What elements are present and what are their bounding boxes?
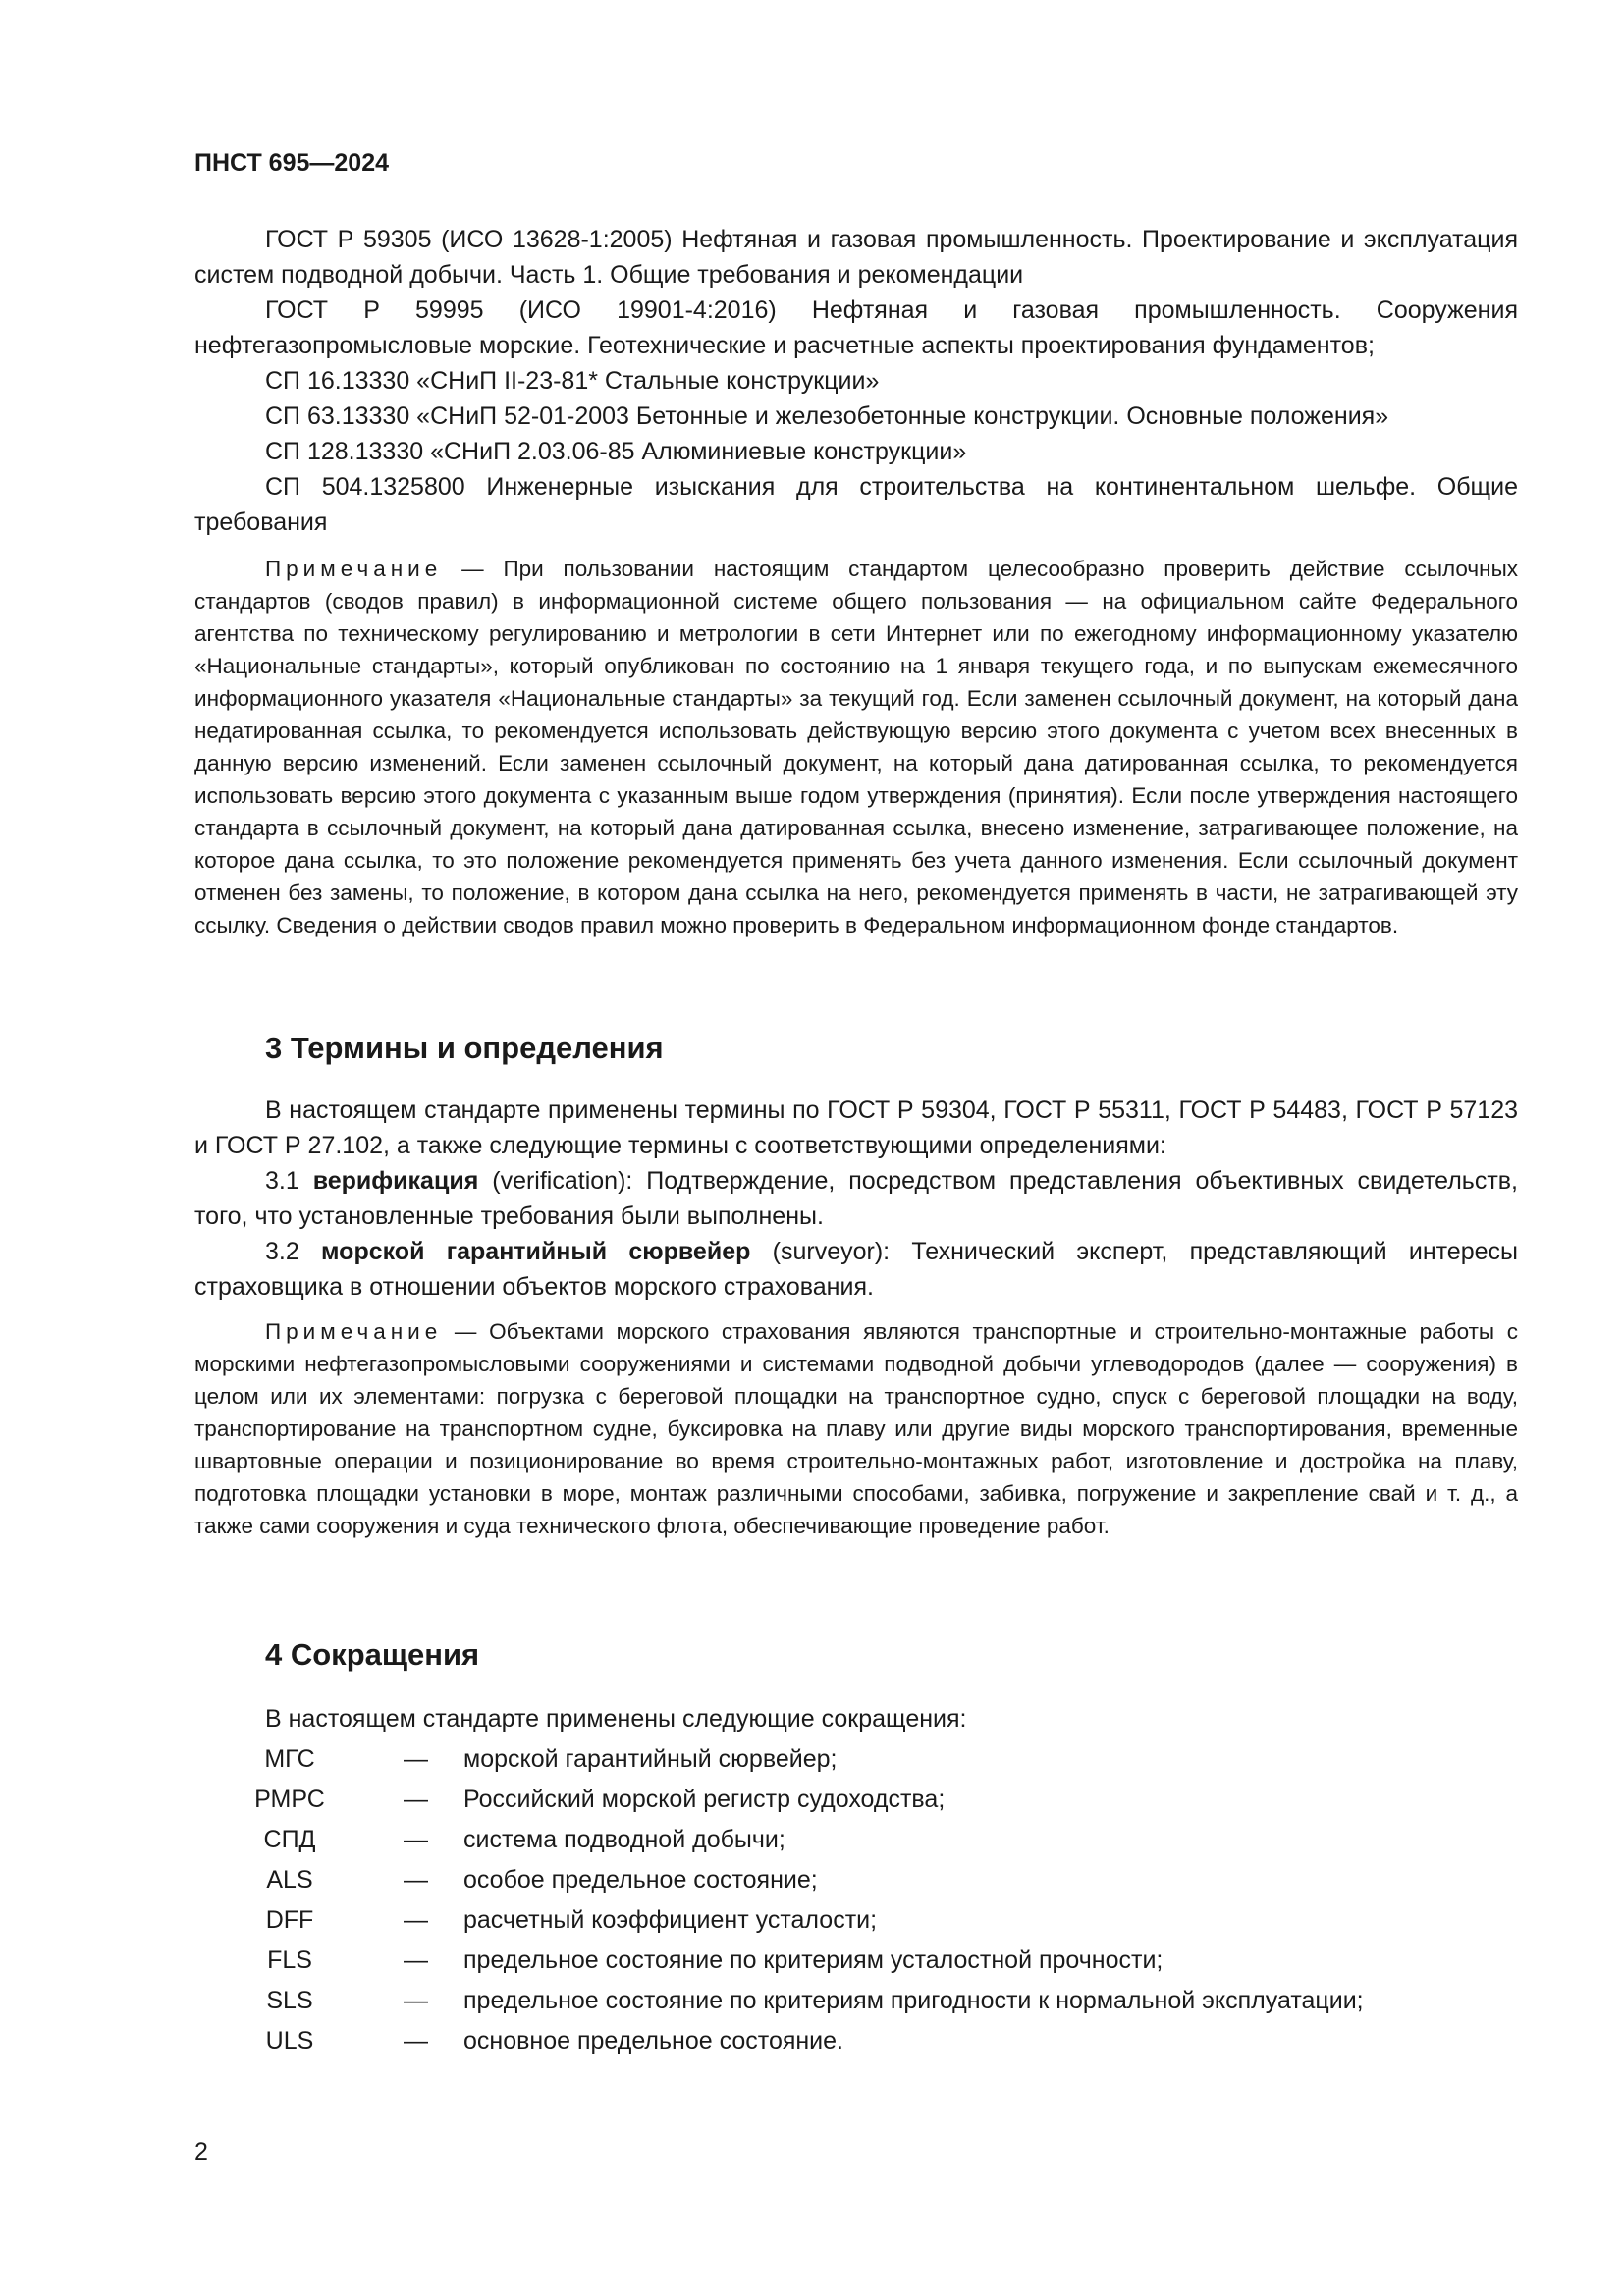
abbreviation-code: СПД (263, 1826, 316, 1853)
section-4 (194, 1637, 1518, 1673)
note-text: — Объектами морского страхования являются транспортные и строительно-монтажные работы с морскими нефтегазопромысловыми сооружениями и системами подводной добычи углеводородов (далее — сооружения) в целом или их элементами: погрузка с береговой площадки на транспортное судно, спуск с береговой площадки на воду, транспортирование на транспортном судне, буксировка на плаву или другие виды морского транспортирования, временные швартовные операции и позиционирование во время строительно-монтажных работ, изготовление и достройка на плаву, подготовка площадки установки в море, монтаж различными способами, забивка, погружение и закрепление свай и т. д., а также сами сооружения и суда технического флота, обеспечивающие проведение работ. (194, 1319, 1518, 1538)
section-heading: 3 Термины и определения (265, 1031, 664, 1065)
abbreviation-row (236, 1822, 1512, 1862)
abbreviation-code: DFF (265, 1906, 314, 1934)
abbreviation-code: ULS (265, 2027, 314, 2055)
abbreviation-code: FLS (267, 1947, 312, 1974)
abbreviation-definition: морской гарантийный сюрвейер; (463, 1745, 838, 1773)
section-intro: В настоящем стандарте применены следующие сокращения: (265, 1705, 967, 1733)
reference-item: ГОСТ Р 59995 (ИСО 19901-4:2016) Нефтяная и газовая промышленность. Сооружения нефтегазопромысловые морские. Геотехнические и расчетные аспекты проектирования фундаментов; (194, 296, 1518, 359)
abbreviation-dash: — (404, 1866, 428, 1894)
references-note (194, 553, 1518, 941)
term-number: 3.2 (265, 1238, 322, 1265)
abbreviation-dash: — (404, 1987, 428, 2014)
term-number: 3.1 (265, 1167, 313, 1195)
note-text: — При пользовании настоящим стандартом целесообразно проверить действие ссылочных стандартов (сводов правил) в информационной системе общего пользования — на официальном сайте Федерального агентства по техническому регулированию и метрологии в сети Интернет или по ежегодному информационному указателю «Национальные стандарты», который опубликован по состоянию на 1 января текущего года, и по выпускам ежемесячного информационного указателя «Национальные стандарты» за текущий год. Если заменен ссылочный документ, на который дана недатированная ссылка, то рекомендуется использовать действующую версию этого документа с учетом всех внесенных в данную версию изменений. Если заменен ссылочный документ, на который дана датированная ссылка, то рекомендуется использовать версию этого документа с указанным выше годом утверждения (принятия). Если после утверждения настоящего стандарта в ссылочный документ, на который дана датированная ссылка, внесено изменение, затрагивающее положение, на которое дана ссылка, то это положение рекомендуется применять без учета данного изменения. Если ссылочный документ отменен без замены, то положение, в котором дана ссылка на него, рекомендуется применять в части, не затрагивающей эту ссылку. Сведения о действии сводов правил можно проверить в Федеральном информационном фонде стандартов. (194, 557, 1518, 937)
abbreviation-row (236, 1902, 1512, 1943)
reference-item: СП 128.13330 «СНиП 2.03.06-85 Алюминиевые конструкции» (265, 438, 967, 465)
section-3-body (194, 1093, 1518, 1305)
section-intro: В настоящем стандарте применены термины по ГОСТ Р 59304, ГОСТ Р 55311, ГОСТ Р 54483, ГОСТ Р 57123 и ГОСТ Р 27.102, а также следующие термины с соответствующими определениями: (194, 1096, 1518, 1159)
abbreviation-row (236, 1943, 1512, 1983)
reference-item: СП 16.13330 «СНиП II-23-81* Стальные конструкции» (265, 367, 880, 395)
abbreviation-row (236, 1983, 1512, 2023)
note-label: Примечание (265, 1319, 443, 1344)
term-name: верификация (312, 1167, 479, 1195)
abbreviation-code: МГС (264, 1745, 315, 1773)
abbreviations-list (236, 1741, 1512, 2063)
abbreviation-definition: предельное состояние по критериям усталостной прочности; (463, 1947, 1164, 1974)
abbreviation-definition: расчетный коэффициент усталости; (463, 1906, 878, 1934)
abbreviation-dash: — (404, 2027, 428, 2055)
term-definition: (surveyor): Технический эксперт, представляющий интересы страховщика в отношении объектов морского страхования. (194, 1238, 1518, 1301)
section-4-body (194, 1701, 1518, 1736)
abbreviation-dash: — (404, 1906, 428, 1934)
reference-item: ГОСТ Р 59305 (ИСО 13628-1:2005) Нефтяная и газовая промышленность. Проектирование и эксплуатация систем подводной добычи. Часть 1. Общие требования и рекомендации (194, 226, 1518, 289)
abbreviation-dash: — (404, 1947, 428, 1974)
document-header: ПНСТ 695—2024 (194, 149, 389, 177)
reference-item: СП 63.13330 «СНиП 52-01-2003 Бетонные и железобетонные конструкции. Основные положения» (265, 402, 1389, 430)
abbreviation-row (236, 2023, 1512, 2063)
abbreviation-code: SLS (266, 1987, 313, 2014)
abbreviation-code: РМРС (254, 1786, 325, 1813)
abbreviation-definition: Российский морской регистр судоходства; (463, 1786, 946, 1813)
section-heading: 4 Сокращения (265, 1637, 480, 1672)
section-3-note (194, 1315, 1518, 1542)
abbreviation-dash: — (404, 1745, 428, 1773)
normative-references (194, 222, 1518, 540)
abbreviation-dash: — (404, 1786, 428, 1813)
term-definition: (verification): Подтверждение, посредством представления объективных свидетельств, того, что установленные требования были выполнены. (194, 1167, 1518, 1230)
page-number: 2 (194, 2138, 208, 2165)
abbreviation-definition: основное предельное состояние. (463, 2027, 843, 2055)
abbreviation-row (236, 1862, 1512, 1902)
reference-item: СП 504.1325800 Инженерные изыскания для строительства на континентальном шельфе. Общие требования (194, 473, 1518, 536)
term-entry (194, 1163, 1518, 1234)
abbreviation-dash: — (404, 1826, 428, 1853)
section-3 (194, 1031, 1518, 1066)
abbreviation-definition: предельное состояние по критериям пригодности к нормальной эксплуатации; (463, 1987, 1364, 2014)
abbreviation-code: ALS (266, 1866, 313, 1894)
abbreviation-definition: особое предельное состояние; (463, 1866, 818, 1894)
term-name: морской гарантийный сюрвейер (321, 1238, 751, 1265)
abbreviation-definition: система подводной добычи; (463, 1826, 785, 1853)
abbreviation-row (236, 1741, 1512, 1782)
abbreviation-row (236, 1782, 1512, 1822)
note-label: Примечание (265, 557, 443, 581)
term-entry (194, 1234, 1518, 1305)
